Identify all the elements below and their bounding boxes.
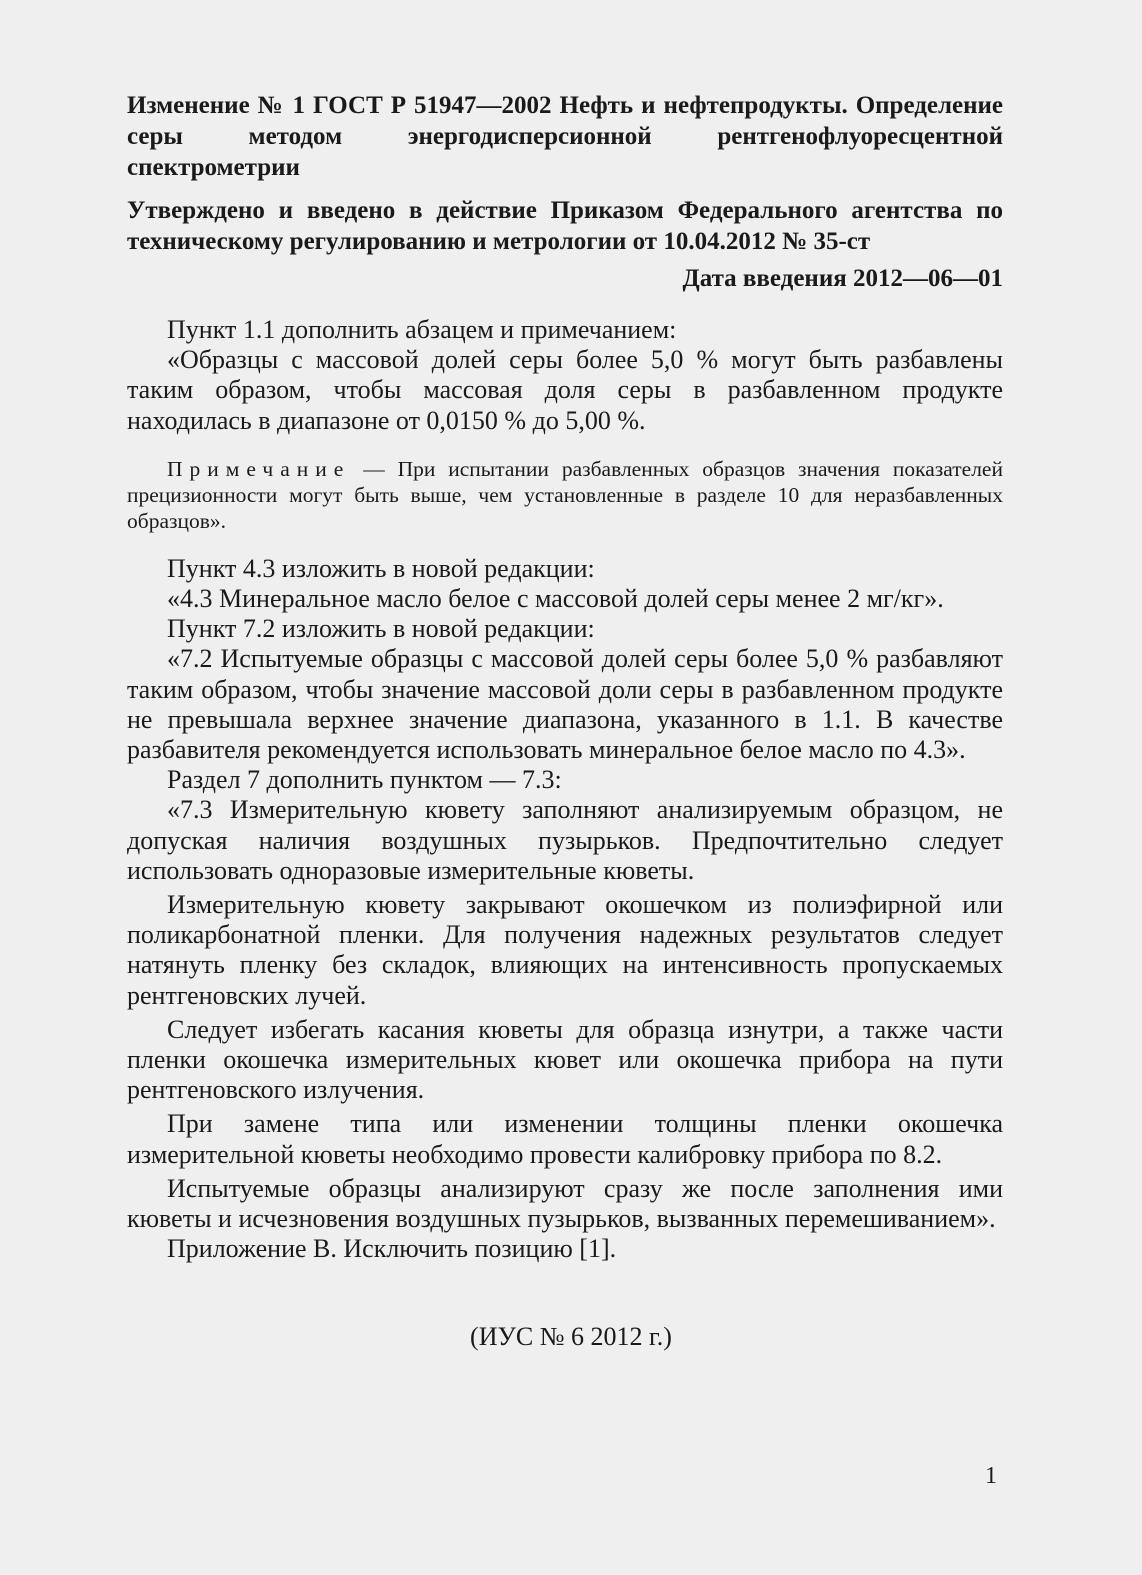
paragraph: Измерительную кювету закрывают окошечком из полиэфирной или поликарбонатной пленки. Для получения надежных результатов следует натянуть пленку без складок, влияющих на интенсивность пропускаемых рентгеновских лучей. bbox=[127, 890, 1003, 1010]
note-label: Примечание bbox=[167, 456, 351, 481]
paragraph: Приложение В. Исключить позицию [1]. bbox=[167, 1234, 617, 1264]
paragraph: Испытуемые образцы анализируют сразу же после заполнения ими кюветы и исчезновения воздушных пузырьков, вызванных перемешиванием». bbox=[127, 1173, 1003, 1234]
paragraph: «Образцы с массовой долей серы более 5,0 % могут быть разбавлены таким образом, чтобы массовая доля серы в разбавленном продукте находилась в диапазоне от 0,0150 % до 5,00 %. bbox=[127, 345, 1003, 435]
note-text: — При испытании разбавленных образцов значения показателей прецизионности могут быть выше, чем установленные в разделе 10 для неразбавленных образцов». bbox=[127, 456, 1003, 533]
document-title: Изменение № 1 ГОСТ Р 51947—2002 Нефть и нефтепродукты. Определение серы методом энергодисперсионной рентгенофлуоресцентной спектрометрии bbox=[127, 92, 1003, 181]
source-reference: (ИУС № 6 2012 г.) bbox=[470, 1322, 672, 1351]
document-page bbox=[127, 90, 1003, 1264]
paragraph: Пункт 7.2 изложить в новой редакции: bbox=[167, 614, 595, 644]
paragraph: Раздел 7 дополнить пунктом — 7.3: bbox=[167, 765, 562, 795]
page-number: 1 bbox=[985, 1463, 997, 1489]
paragraph: При замене типа или изменении толщины пленки окошечка измерительной кюветы необходимо провести калибровку прибора по 8.2. bbox=[127, 1109, 1003, 1169]
paragraph: Следует избегать касания кюветы для образца изнутри, а также части пленки окошечка измерительных кювет или окошечка прибора на пути рентгеновского излучения. bbox=[127, 1014, 1003, 1105]
note bbox=[127, 456, 1003, 534]
paragraph: «7.3 Измерительную кювету заполняют анализируемым образцом, не допуская наличия воздушных пузырьков. Предпочтительно следует использовать одноразовые измерительные кюветы. bbox=[127, 795, 1003, 885]
approval-statement: Утверждено и введено в действие Приказом Федерального агентства по техническому регулированию и метрологии от 10.04.2012 № 35-ст bbox=[127, 197, 1003, 255]
paragraph: Пункт 1.1 дополнить абзацем и примечанием: bbox=[167, 315, 677, 344]
paragraph: «4.3 Минеральное масло белое с массовой долей серы менее 2 мг/кг». bbox=[167, 584, 944, 614]
document-body bbox=[127, 315, 1003, 1264]
paragraph: «7.2 Испытуемые образцы с массовой долей серы более 5,0 % разбавляют таким образом, чтобы значение массовой доли серы в разбавленном продукте не превышала верхнее значение диапазона, указанного в 1.1. В качестве разбавителя рекомендуется использовать минеральное белое масло по 4.3». bbox=[127, 644, 1003, 765]
paragraph: Пункт 4.3 изложить в новой редакции: bbox=[167, 553, 595, 583]
effective-date: Дата введения 2012—06—01 bbox=[682, 265, 1003, 292]
